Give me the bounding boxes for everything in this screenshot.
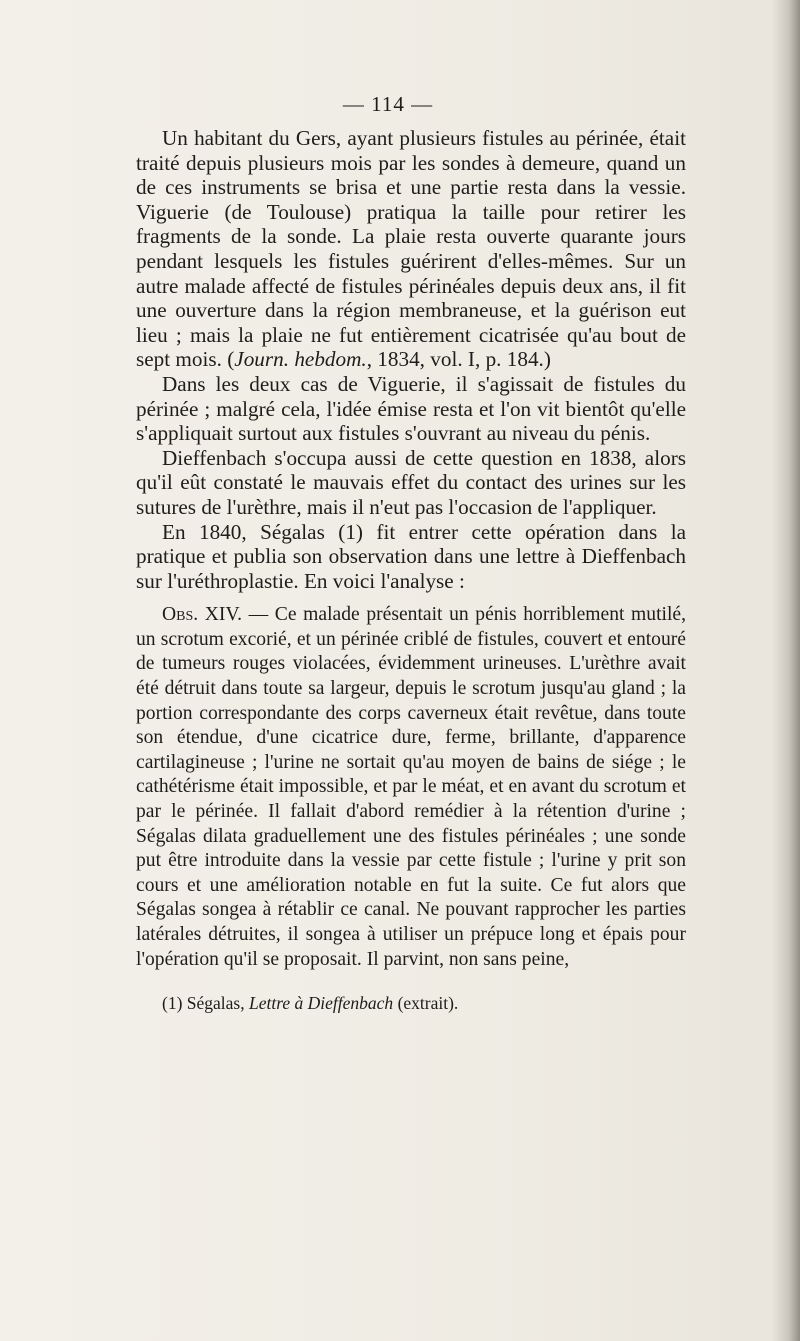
paragraph-1: [136, 126, 686, 372]
citation-open: (: [221, 347, 235, 372]
footnote-mark: (1) Ségalas,: [162, 992, 249, 1013]
paragraph-1-text: Un habitant du Gers, ayant plusieurs fistules au périnée, était traité depuis plusieurs mois par les sondes à demeure, quand un de ces instruments se brisa et une partie resta dans la vessie. Viguerie (de Toulouse) pratiqua la taille pour retirer les fragments de la sonde. La plaie resta ouverte quarante jours pendant lesquels les fistules guérirent d'elles-mêmes. Sur un autre malade affecté de fistules périnéales depuis deux ans, il fit une ouverture dans la région membraneuse, et la guérison eut lieu ; mais la plaie ne fut entièrement cicatrisée qu'au bout de sept mois.: [136, 126, 686, 372]
paragraph-2: Dans les deux cas de Viguerie, il s'agissait de fistules du périnée ; malgré cela, l'idée émise resta et l'on vit bientôt qu'elle s'appliquait surtout aux fistules s'ouvrant au niveau du pénis.: [136, 371, 686, 446]
page-edge-shadow: [772, 0, 800, 1341]
page-number: — 114 —: [342, 92, 434, 116]
observation-label: Obs. XIV.: [162, 604, 242, 626]
footnote-title: Lettre à Dieffenbach: [249, 992, 394, 1013]
observation-paragraph: [136, 603, 686, 972]
observation-text: Ce malade présentait un pénis horriblement mutilé, un scrotum excorié, et un périnée criblé de fistules, couvert et entouré de tumeurs rouges violacées, évidemment urineuses. L'urèthre avait été détruit dans toute sa largeur, depuis le scrotum jusqu'au gland ; la portion correspondante des corps caverneux était revêtue, dans toute son étendue, d'une cicatrice dure, ferme, brillante, d'apparence cartilagineuse ; l'urine ne sortait qu'au moyen de bains de siége ; le cathétérisme était impossible, et par le méat, et en avant du scrotum et par le périnée. Il fallait d'abord remédier à la rétention d'urine ; Ségalas dilata graduellement une des fistules périnéales ; une sonde put être introduite dans la vessie par cette fistule ; l'urine y prit son cours et une amélioration notable en fut la suite. Ce fut alors que Ségalas songea à rétablir ce canal. Ne pouvant rapprocher les parties latérales détruites, il songea à utiliser un prépuce long et épais pour l'opération qu'il se proposait. Il parvint, non sans peine,: [136, 604, 687, 970]
footnote-rest: (extrait).: [393, 992, 459, 1013]
citation-journal: Journ. hebdom.: [234, 347, 367, 372]
observation-dash: —: [241, 604, 275, 626]
footnote: [136, 992, 686, 1014]
citation-rest: , 1834, vol. I, p. 184.): [366, 347, 551, 372]
paragraph-3: Dieffenbach s'occupa aussi de cette question en 1838, alors qu'il eût constaté le mauvais effet du contact des urines sur les sutures de l'urèthre, mais il n'eut pas l'occasion de l'appliquer.: [136, 445, 686, 519]
paragraph-4: En 1840, Ségalas (1) fit entrer cette opération dans la pratique et publia son observation dans une lettre à Dieffenbach sur l'uréthroplastie. En voici l'analyse :: [136, 519, 686, 593]
body-text: [136, 126, 686, 1031]
